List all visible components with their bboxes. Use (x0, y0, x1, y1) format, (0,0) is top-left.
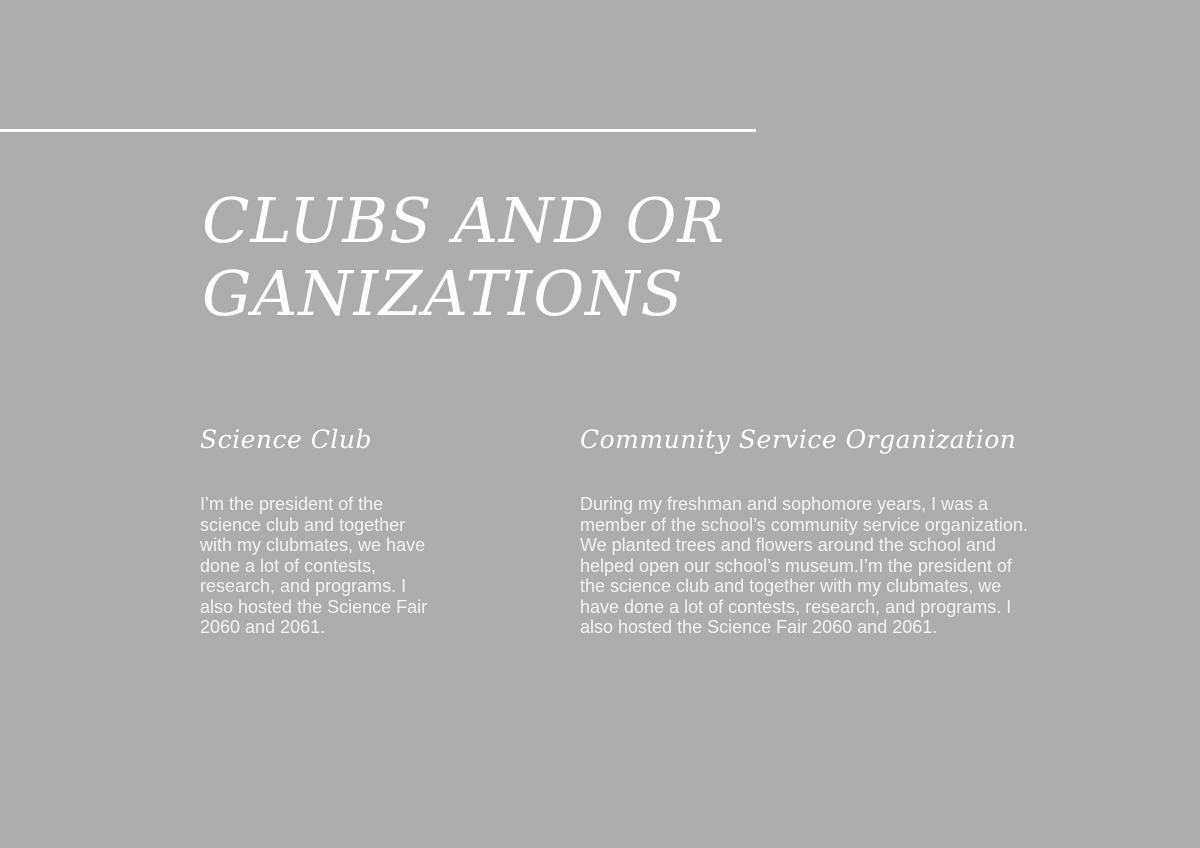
section-heading-community-service: Community Service Organization (580, 425, 1017, 454)
page-title: CLUBS AND ORGANIZATIONS (202, 184, 726, 330)
section-body-community-service: During my freshman and sophomore years, I was a member of the school’s community service organization. We planted trees and flowers around the school and helped open our school’s museum.I’m the president of the science club and together with my clubmates, we have done a lot of contests, research, and programs. I also hosted the Science Fair 2060 and 2061. (580, 494, 1028, 637)
section-body-science-club: I’m the president of the science club and together with my clubmates, we have done a lot of contests, research, and programs. I also hosted the Science Fair 2060 and 2061. (200, 494, 428, 637)
section-heading-science-club: Science Club (200, 425, 372, 454)
top-divider-line (0, 129, 756, 132)
